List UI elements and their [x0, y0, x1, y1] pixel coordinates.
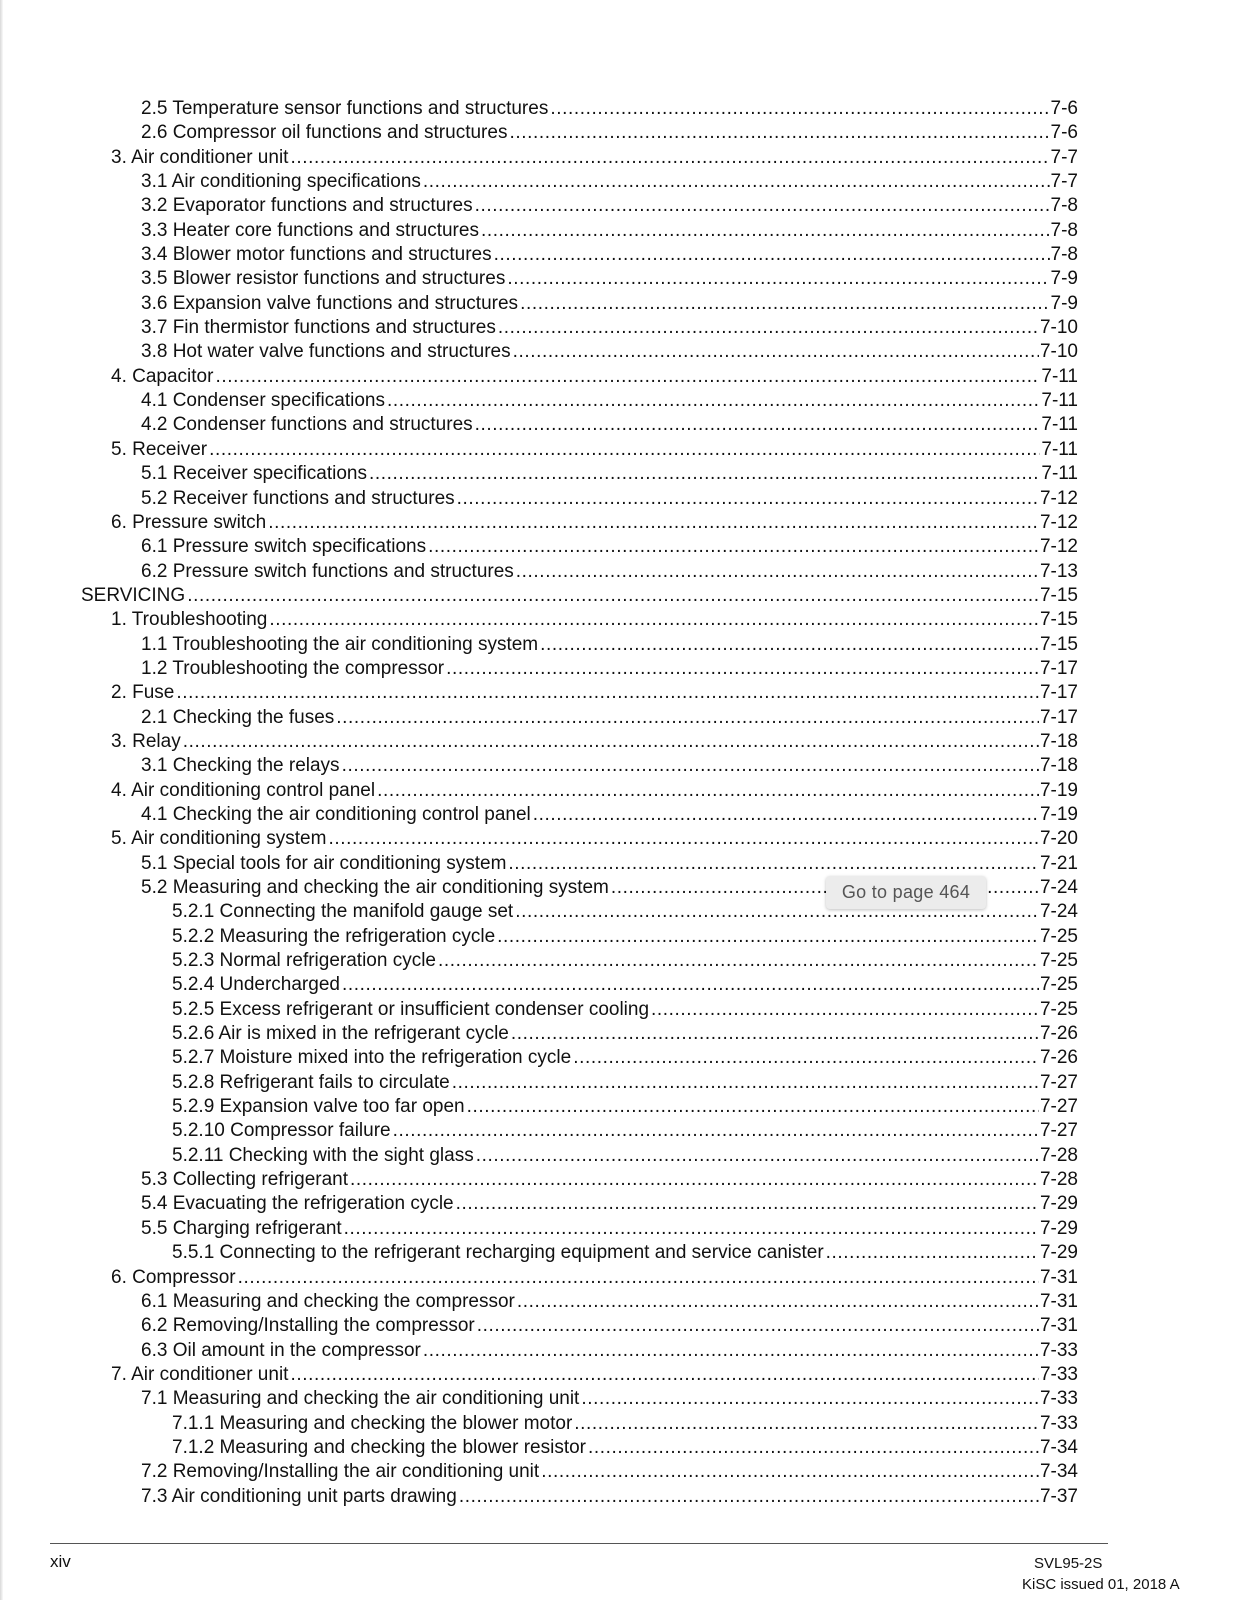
toc-dot-leader [509, 121, 1049, 145]
toc-entry[interactable] [0, 121, 1078, 145]
table-of-contents [0, 97, 1239, 1509]
toc-entry-page: 7-6 [1050, 98, 1078, 119]
toc-entry-page: 7-31 [1039, 1290, 1078, 1312]
toc-entry-page: 7-25 [1039, 950, 1078, 972]
toc-entry-title: 3.3 Heater core functions and structures [141, 219, 479, 241]
toc-entry[interactable] [0, 194, 1078, 218]
toc-dot-leader [342, 973, 1039, 997]
toc-entry-page: 7-12 [1039, 487, 1078, 509]
toc-entry-title: 5. Air conditioning system [111, 828, 327, 850]
toc-entry-page: 7-25 [1039, 974, 1078, 996]
toc-entry[interactable] [0, 1412, 1078, 1436]
toc-entry-page: 7-28 [1039, 1169, 1078, 1191]
toc-entry-title: 5.2.7 Moisture mixed into the refrigeration cycle [172, 1047, 572, 1069]
toc-entry[interactable] [0, 633, 1078, 657]
toc-entry-page: 7-11 [1041, 463, 1078, 485]
toc-dot-leader [507, 267, 1049, 291]
toc-entry[interactable] [0, 487, 1078, 511]
toc-entry-title: 4. Capacitor [111, 365, 214, 387]
toc-entry[interactable] [0, 389, 1078, 413]
toc-dot-leader [511, 1022, 1039, 1046]
toc-dot-leader [456, 1192, 1039, 1216]
toc-entry-page: 7-11 [1041, 438, 1078, 460]
toc-entry-title: 5.2 Receiver functions and structures [141, 487, 455, 509]
toc-entry-title: 6.1 Measuring and checking the compressor [141, 1290, 515, 1312]
toc-entry-title: 5.2 Measuring and checking the air conditioning system [141, 877, 609, 898]
toc-dot-leader [513, 340, 1039, 364]
toc-dot-leader [290, 1363, 1039, 1387]
toc-dot-leader [344, 1217, 1039, 1241]
toc-entry-title: 5.2.1 Connecting the manifold gauge set [172, 901, 514, 923]
toc-entry-page: 7-8 [1050, 195, 1078, 217]
toc-dot-leader [328, 827, 1039, 851]
toc-entry-page: 7-19 [1039, 779, 1078, 801]
toc-entry[interactable] [0, 973, 1078, 997]
footer-page-number: xiv [50, 1552, 71, 1571]
toc-entry[interactable] [0, 998, 1078, 1022]
toc-dot-leader [350, 1168, 1039, 1192]
toc-entry-title: 1. Troubleshooting [111, 609, 268, 631]
toc-entry-title: 3.2 Evaporator functions and structures [141, 195, 473, 217]
toc-entry[interactable] [0, 292, 1078, 316]
toc-entry-page: 7-24 [1039, 901, 1078, 923]
toc-entry[interactable] [0, 219, 1078, 243]
toc-entry-page: 7-33 [1039, 1339, 1078, 1361]
toc-entry[interactable] [0, 267, 1078, 291]
toc-dot-leader [452, 1071, 1039, 1095]
toc-entry[interactable] [0, 1290, 1078, 1314]
toc-dot-leader [508, 852, 1039, 876]
toc-entry-title: 5.1 Special tools for air conditioning system [141, 852, 507, 874]
toc-entry-title: 6.2 Removing/Installing the compressor [141, 1315, 475, 1337]
toc-entry-page: 7-25 [1039, 925, 1078, 947]
toc-dot-leader [588, 1436, 1039, 1460]
toc-entry[interactable] [0, 1363, 1078, 1387]
toc-entry-page: 7-15 [1039, 584, 1078, 606]
toc-entry[interactable] [0, 730, 1078, 754]
toc-entry-title: 6.1 Pressure switch specifications [141, 536, 427, 558]
toc-entry-title: 5.2.4 Undercharged [172, 974, 340, 996]
toc-entry-page: 7-8 [1050, 244, 1078, 266]
toc-entry-title: 5.2.6 Air is mixed in the refrigerant cycle [172, 1023, 509, 1045]
toc-entry-page: 7-9 [1050, 292, 1078, 314]
toc-entry[interactable] [0, 1144, 1078, 1168]
toc-entry[interactable] [0, 1168, 1078, 1192]
toc-entry-page: 7-33 [1039, 1363, 1078, 1385]
toc-entry[interactable] [0, 535, 1078, 559]
toc-dot-leader [467, 1095, 1039, 1119]
toc-entry-title: 6.2 Pressure switch functions and structures [141, 560, 514, 582]
toc-entry[interactable] [0, 1022, 1078, 1046]
footer-issue: KiSC issued 01, 2018 A [1022, 1576, 1180, 1593]
toc-entry-page: 7-29 [1039, 1193, 1078, 1215]
toc-entry[interactable] [0, 1314, 1078, 1338]
toc-entry-title: 5.5.1 Connecting to the refrigerant recharging equipment and service canister [172, 1242, 824, 1264]
toc-entry-title: 2.5 Temperature sensor functions and structures [141, 98, 549, 119]
toc-dot-leader [574, 1412, 1039, 1436]
toc-entry-title: 4.1 Checking the air conditioning control panel [141, 803, 531, 825]
toc-entry-page: 7-29 [1039, 1242, 1078, 1264]
toc-entry-page: 7-12 [1039, 511, 1078, 533]
toc-entry[interactable] [0, 1119, 1078, 1143]
toc-entry-title: 3. Air conditioner unit [111, 146, 289, 168]
toc-dot-leader [176, 681, 1039, 705]
toc-dot-leader [550, 97, 1049, 121]
toc-dot-leader [826, 1241, 1039, 1265]
toc-entry[interactable] [0, 803, 1078, 827]
toc-dot-leader [369, 462, 1040, 486]
toc-entry-page: 7-27 [1039, 1096, 1078, 1118]
toc-entry-page: 7-17 [1039, 706, 1078, 728]
toc-entry[interactable] [0, 1192, 1078, 1216]
toc-entry[interactable] [0, 560, 1078, 584]
toc-entry-page: 7-19 [1039, 803, 1078, 825]
toc-entry[interactable] [0, 413, 1078, 437]
toc-dot-leader [438, 949, 1039, 973]
toc-dot-leader [183, 730, 1039, 754]
toc-dot-leader [475, 413, 1041, 437]
footer-model: SVL95-2S [1034, 1555, 1103, 1572]
toc-dot-leader [209, 438, 1040, 462]
toc-entry-title: 1.2 Troubleshooting the compressor [141, 657, 445, 679]
toc-entry-page: 7-37 [1039, 1485, 1078, 1507]
toc-entry-page: 7-11 [1041, 414, 1078, 436]
footer-divider [50, 1543, 1108, 1544]
toc-dot-leader [541, 1460, 1039, 1484]
toc-dot-leader [290, 146, 1049, 170]
toc-entry-page: 7-31 [1039, 1315, 1078, 1337]
toc-dot-leader [498, 316, 1039, 340]
toc-entry-title: 5.5 Charging refrigerant [141, 1217, 342, 1239]
toc-entry-page: 7-27 [1039, 1071, 1078, 1093]
toc-entry-title: 7.3 Air conditioning unit parts drawing [141, 1485, 457, 1507]
toc-entry-title: 5. Receiver [111, 438, 208, 460]
toc-dot-leader [481, 219, 1050, 243]
toc-entry-title: 3.7 Fin thermistor functions and structures [141, 317, 496, 339]
toc-dot-leader [516, 560, 1039, 584]
toc-entry-page: 7-29 [1039, 1217, 1078, 1239]
toc-entry-title: 3.1 Checking the relays [141, 755, 340, 777]
toc-entry-page: 7-17 [1039, 657, 1078, 679]
toc-entry-title: 6. Compressor [111, 1266, 236, 1288]
toc-entry-title: 4. Air conditioning control panel [111, 779, 376, 801]
toc-entry[interactable] [0, 146, 1078, 170]
toc-entry-page: 7-15 [1039, 633, 1078, 655]
toc-entry-page: 7-21 [1039, 852, 1078, 874]
toc-dot-leader [393, 1119, 1039, 1143]
toc-entry-page: 7-18 [1039, 755, 1078, 777]
toc-entry[interactable] [0, 827, 1078, 851]
toc-entry-title: 6. Pressure switch [111, 511, 267, 533]
toc-dot-leader [520, 292, 1049, 316]
toc-entry-page: 7-34 [1039, 1461, 1078, 1483]
toc-entry-title: 7.1.1 Measuring and checking the blower motor [172, 1412, 573, 1434]
toc-entry-page: 7-8 [1050, 219, 1078, 241]
toc-dot-leader [581, 1387, 1039, 1411]
toc-dot-leader [428, 535, 1039, 559]
toc-entry-title: 3. Relay [111, 730, 181, 752]
toc-entry-title: 5.2.11 Checking with the sight glass [172, 1144, 474, 1166]
toc-entry[interactable] [0, 1217, 1078, 1241]
toc-entry-page: 7-13 [1039, 560, 1078, 582]
toc-entry-page: 7-33 [1039, 1388, 1078, 1410]
toc-entry-page: 7-20 [1039, 828, 1078, 850]
toc-entry-page: 7-28 [1039, 1144, 1078, 1166]
toc-entry-title: 5.2.2 Measuring the refrigeration cycle [172, 925, 496, 947]
toc-entry-page: 7-10 [1039, 341, 1078, 363]
toc-entry[interactable] [0, 754, 1078, 778]
toc-entry-page: 7-34 [1039, 1436, 1078, 1458]
toc-dot-leader [187, 584, 1039, 608]
toc-entry-title: 4.1 Condenser specifications [141, 390, 385, 412]
toc-entry[interactable] [0, 657, 1078, 681]
toc-entry-title: 5.3 Collecting refrigerant [141, 1169, 348, 1191]
toc-entry-title: 3.8 Hot water valve functions and structures [141, 341, 511, 363]
toc-entry-page: 7-10 [1039, 317, 1078, 339]
toc-entry-page: 7-9 [1050, 268, 1078, 290]
toc-dot-leader [423, 170, 1050, 194]
toc-dot-leader [446, 657, 1039, 681]
toc-entry-page: 7-11 [1041, 390, 1078, 412]
toc-entry-title: 6.3 Oil amount in the compressor [141, 1339, 421, 1361]
toc-entry[interactable] [0, 97, 1078, 121]
toc-dot-leader [477, 1314, 1039, 1338]
toc-dot-leader [268, 511, 1039, 535]
toc-entry-title: 2. Fuse [111, 682, 175, 704]
toc-entry[interactable] [0, 1241, 1078, 1265]
toc-entry[interactable] [0, 852, 1078, 876]
toc-entry[interactable] [0, 1485, 1078, 1509]
toc-entry-page: 7-18 [1039, 730, 1078, 752]
toc-dot-leader [533, 803, 1039, 827]
toc-entry-title: 3.1 Air conditioning specifications [141, 171, 421, 193]
toc-entry-title: 5.2.3 Normal refrigeration cycle [172, 950, 436, 972]
toc-entry-title: 2.1 Checking the fuses [141, 706, 335, 728]
toc-dot-leader [494, 243, 1050, 267]
toc-entry[interactable] [0, 1095, 1078, 1119]
toc-dot-leader [476, 1144, 1039, 1168]
toc-dot-leader [540, 633, 1039, 657]
toc-dot-leader [497, 925, 1039, 949]
toc-entry-title: 5.2.10 Compressor failure [172, 1120, 391, 1142]
toc-dot-leader [238, 1266, 1039, 1290]
toc-entry-page: 7-7 [1050, 146, 1078, 168]
toc-entry-page: 7-6 [1050, 122, 1078, 144]
toc-entry[interactable] [0, 1266, 1078, 1290]
toc-entry-title: 5.2.9 Expansion valve too far open [172, 1096, 465, 1118]
toc-entry[interactable] [0, 779, 1078, 803]
toc-entry-title: 2.6 Compressor oil functions and structures [141, 122, 508, 144]
toc-entry[interactable] [0, 511, 1078, 535]
toc-entry[interactable] [0, 365, 1078, 389]
toc-entry[interactable] [0, 316, 1078, 340]
toc-entry[interactable] [0, 925, 1078, 949]
toc-entry-title: 7.2 Removing/Installing the air conditioning unit [141, 1461, 540, 1483]
toc-entry-page: 7-26 [1039, 1047, 1078, 1069]
toc-entry-title: 3.5 Blower resistor functions and structures [141, 268, 506, 290]
toc-entry-title: 7.1.2 Measuring and checking the blower resistor [172, 1436, 587, 1458]
toc-entry[interactable] [0, 243, 1078, 267]
toc-entry[interactable] [0, 170, 1078, 194]
toc-entry[interactable] [0, 1460, 1078, 1484]
toc-entry[interactable] [0, 438, 1078, 462]
toc-entry-page: 7-31 [1039, 1266, 1078, 1288]
toc-entry-title: 7. Air conditioner unit [111, 1363, 289, 1385]
toc-entry-page: 7-27 [1039, 1120, 1078, 1142]
toc-entry-page: 7-17 [1039, 682, 1078, 704]
toc-entry-title: 4.2 Condenser functions and structures [141, 414, 473, 436]
toc-entry-page: 7-24 [1039, 877, 1078, 898]
toc-dot-leader [573, 1046, 1039, 1070]
toc-dot-leader [387, 389, 1040, 413]
toc-entry-title: 5.1 Receiver specifications [141, 463, 367, 485]
toc-dot-leader [342, 754, 1039, 778]
go-to-page-tooltip: Go to page 464 [826, 876, 986, 909]
toc-dot-leader [377, 779, 1039, 803]
toc-entry[interactable] [0, 1046, 1078, 1070]
toc-dot-leader [457, 487, 1039, 511]
toc-entry-title: 3.6 Expansion valve functions and structures [141, 292, 519, 314]
toc-entry-title: 5.4 Evacuating the refrigeration cycle [141, 1193, 454, 1215]
toc-entry[interactable] [0, 1436, 1078, 1460]
toc-entry-title: SERVICING [81, 584, 186, 606]
toc-entry[interactable] [0, 462, 1078, 486]
toc-entry[interactable] [0, 1071, 1078, 1095]
toc-entry-title: 3.4 Blower motor functions and structures [141, 244, 492, 266]
toc-dot-leader [459, 1485, 1039, 1509]
toc-entry-page: 7-15 [1039, 609, 1078, 631]
toc-dot-leader [336, 706, 1039, 730]
toc-entry-page: 7-33 [1039, 1412, 1078, 1434]
toc-entry[interactable] [0, 681, 1078, 705]
toc-entry-title: 5.2.8 Refrigerant fails to circulate [172, 1071, 450, 1093]
toc-dot-leader [517, 1290, 1039, 1314]
toc-entry[interactable] [0, 1387, 1078, 1411]
toc-entry[interactable] [0, 1339, 1078, 1363]
toc-entry[interactable] [0, 706, 1078, 730]
toc-entry-page: 7-12 [1039, 536, 1078, 558]
toc-entry-page: 7-11 [1041, 365, 1078, 387]
toc-entry-page: 7-25 [1039, 998, 1078, 1020]
toc-entry[interactable] [0, 949, 1078, 973]
toc-dot-leader [269, 608, 1039, 632]
toc-entry[interactable] [0, 584, 1078, 608]
toc-entry-title: 1.1 Troubleshooting the air conditioning system [141, 633, 539, 655]
toc-entry[interactable] [0, 608, 1078, 632]
toc-dot-leader [475, 194, 1050, 218]
toc-entry[interactable] [0, 340, 1078, 364]
toc-entry-title: 7.1 Measuring and checking the air conditioning unit [141, 1388, 580, 1410]
toc-dot-leader [215, 365, 1040, 389]
toc-dot-leader [423, 1339, 1039, 1363]
toc-entry-title: 5.2.5 Excess refrigerant or insufficient condenser cooling [172, 998, 650, 1020]
toc-entry-page: 7-26 [1039, 1023, 1078, 1045]
toc-dot-leader [651, 998, 1039, 1022]
toc-entry-page: 7-7 [1050, 171, 1078, 193]
